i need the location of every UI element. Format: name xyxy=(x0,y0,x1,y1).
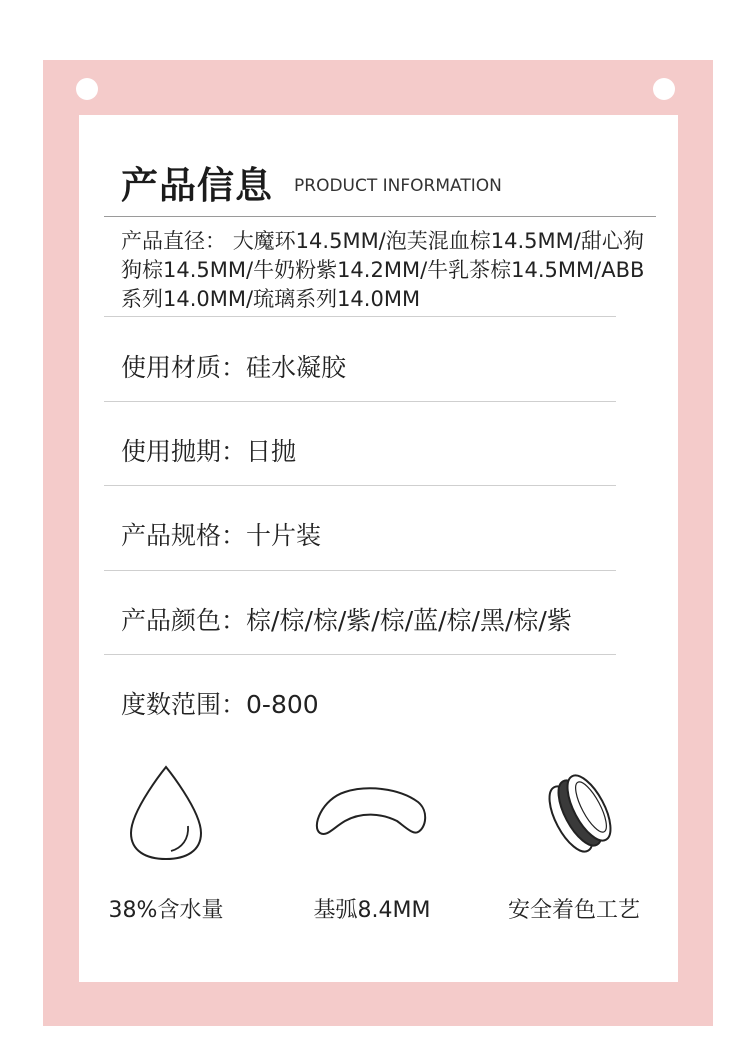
feature-label: 38%含水量 xyxy=(108,898,224,923)
diameter-row xyxy=(121,227,661,314)
row-label: 产品规格： xyxy=(121,521,247,550)
hang-hole-left xyxy=(76,78,98,100)
row-label: 度数范围： xyxy=(121,690,247,719)
feature-safe-coloring xyxy=(479,765,669,935)
title-divider xyxy=(104,216,656,217)
feature-label: 安全着色工艺 xyxy=(507,898,640,923)
row-value: 棕/棕/棕/紫/棕/蓝/棕/黑/棕/紫 xyxy=(246,606,572,635)
row-label: 使用材质： xyxy=(121,353,247,382)
lens-stack-icon xyxy=(479,765,669,865)
row-divider xyxy=(104,401,616,402)
power-range-row xyxy=(121,685,319,721)
row-label: 产品颜色： xyxy=(121,606,247,635)
row-value: 硅水凝胶 xyxy=(246,353,347,382)
material-row xyxy=(121,348,346,384)
row-divider xyxy=(104,570,616,571)
water-drop-icon xyxy=(71,765,261,865)
row-label: 使用抛期： xyxy=(121,437,247,466)
row-value: 日抛 xyxy=(246,437,297,466)
diameter-value: 大魔环14.5MM/泡芙混血棕14.5MM/甜心狗狗棕14.5MM/牛奶粉紫14.2MM/牛乳茶棕14.5MM/ABB系列14.0MM/琉璃系列14.0MM xyxy=(121,229,645,311)
row-divider xyxy=(104,316,616,317)
pink-frame xyxy=(43,60,713,1026)
diameter-label: 产品直径： xyxy=(121,229,226,253)
spec-row xyxy=(121,516,321,552)
row-divider xyxy=(104,485,616,486)
row-value: 十片装 xyxy=(246,521,322,550)
replacement-row xyxy=(121,432,296,468)
row-divider xyxy=(104,654,616,655)
info-card xyxy=(79,115,678,982)
row-value: 0-800 xyxy=(246,690,319,719)
lens-curve-icon xyxy=(277,765,467,865)
hang-hole-right xyxy=(653,78,675,100)
feature-label: 基弧8.4MM xyxy=(313,898,431,923)
color-row xyxy=(121,601,572,637)
feature-water-content xyxy=(71,765,261,935)
page-subtitle: PRODUCT INFORMATION xyxy=(294,176,502,196)
page-title: 产品信息 xyxy=(121,164,273,207)
feature-base-curve xyxy=(277,765,467,935)
